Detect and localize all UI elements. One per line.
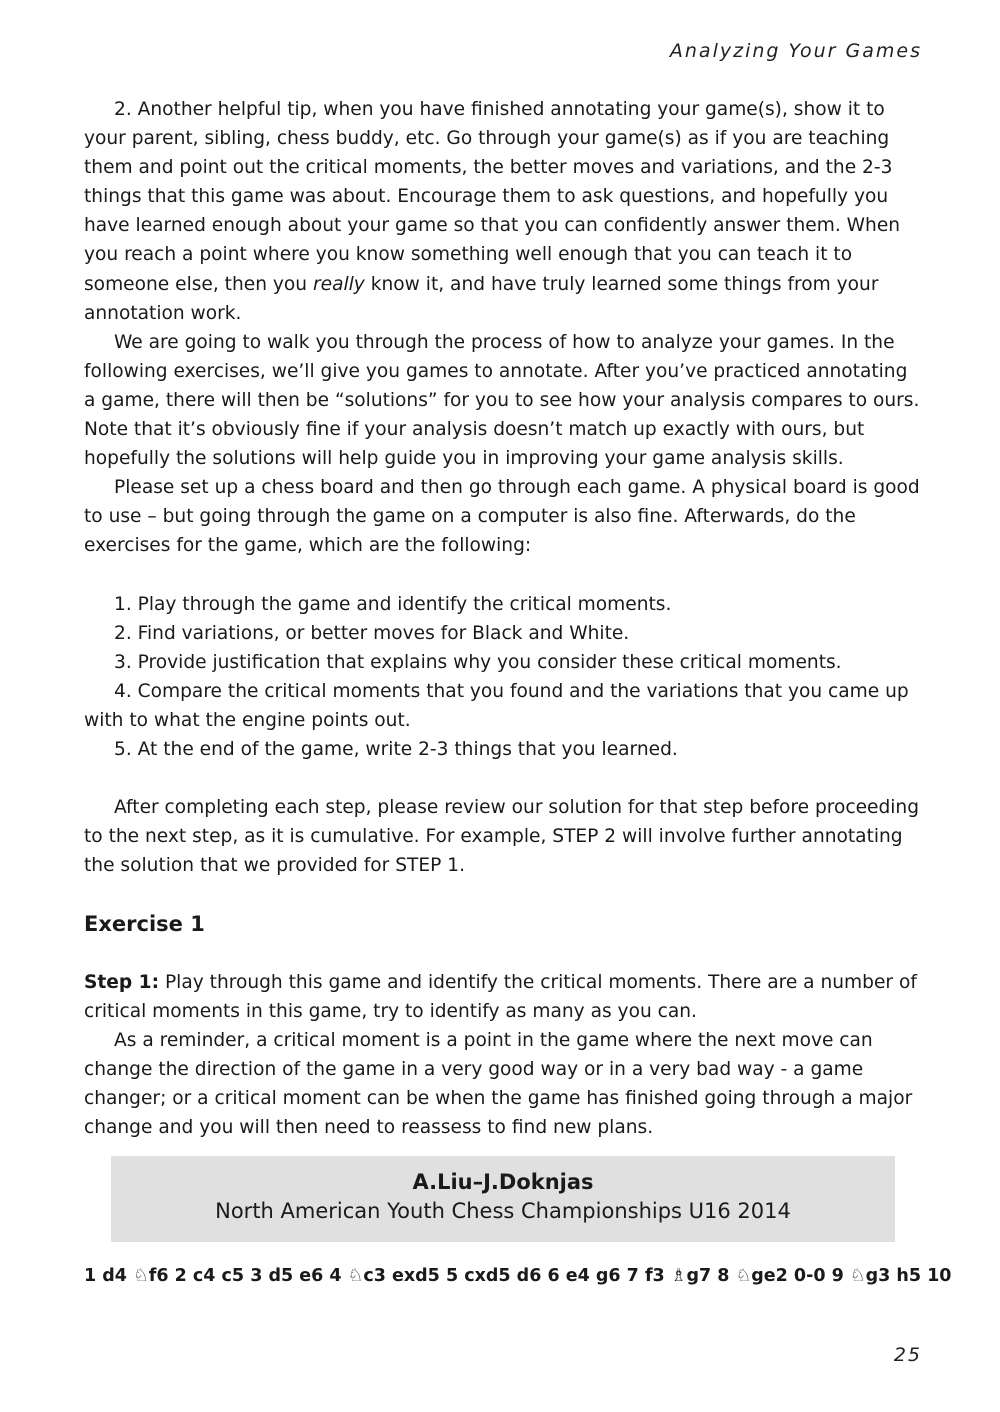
game-event: North American Youth Chess Championships U16 2014 <box>215 1199 791 1223</box>
game-header-box <box>111 1156 895 1242</box>
step-item-4: 4. Compare the critical moments that you found and the variations that you came up with to what the engine points out. <box>84 680 909 731</box>
paragraph-after-steps: After completing each step, please review our solution for that step before proceeding to the next step, as it is cumulative. For example, STEP 2 will involve further annotating the solution that we provided for STEP 1. <box>84 797 920 877</box>
paragraph-reminder: As a reminder, a critical moment is a point in the game where the next move can change the direction of the game in a very good way or in a very bad way - a game changer; or a critical moment can be when the game has finished going through a major change and you will then need to reassess to find new plans. <box>84 1029 913 1139</box>
spacer <box>84 764 922 793</box>
paragraph-step-1 <box>84 968 922 1026</box>
step-text: Play through this game and identify the critical moments. There are a number of critical moments in this game, try to identify as many as you can. <box>84 971 917 1022</box>
step-item-3: 3. Provide justification that explains why you consider these critical moments. <box>114 651 842 673</box>
running-head: Analyzing Your Games <box>669 40 922 62</box>
game-moves: 1 d4 ♘f6 2 c4 c5 3 d5 e6 4 ♘c3 exd5 5 cxd5 d6 6 e4 g6 7 f3 ♗g7 8 ♘ge2 0-0 9 ♘g3 h5 10 <box>84 1266 952 1286</box>
emphasis-really: really <box>312 273 365 295</box>
paragraph-tip-end: know it, and have truly learned some things from your annotation work. <box>84 273 879 324</box>
exercise-heading: Exercise 1 <box>84 911 205 936</box>
spacer <box>84 561 922 590</box>
paragraph-tip <box>84 95 922 328</box>
paragraph-walkthrough: We are going to walk you through the process of how to analyze your games. In the following exercises, we’ll give you games to annotate. After you’ve practiced annotating a game, there will then be “solutions” for you to see how your analysis compares to ours. Note that it’s obviously fine if your analysis doesn’t match up exactly with ours, but hopefully the solutions will help guide you in improving your game analysis skills. <box>84 331 920 470</box>
step-label: Step 1: <box>84 971 160 993</box>
step-item-5: 5. At the end of the game, write 2-3 things that you learned. <box>114 739 678 761</box>
body-text <box>84 95 922 1142</box>
paragraph-tip-text: 2. Another helpful tip, when you have finished annotating your game(s), show it to your parent, sibling, chess buddy, etc. Go through your game(s) as if you are teaching them and point out the critical moments, the better moves and variations, and the 2-3 things that this game was about. Encourage them to ask questions, and hopefully you have learned enough about your game so that you can confidently answer them. When you reach a point where you know something well enough that you can teach it to someone else, then you <box>84 99 901 295</box>
spacer <box>84 939 922 968</box>
page-number: 25 <box>893 1344 922 1366</box>
paragraph-setup: Please set up a chess board and then go through each game. A physical board is good to use – but going through the game on a computer is also fine. Afterwards, do the exercises for the game, which are the following: <box>84 477 920 557</box>
spacer <box>84 881 922 910</box>
step-item-2: 2. Find variations, or better moves for Black and White. <box>114 622 630 644</box>
game-players: A.Liu–J.Doknjas <box>412 1170 594 1194</box>
step-item-1: 1. Play through the game and identify the critical moments. <box>114 593 672 615</box>
